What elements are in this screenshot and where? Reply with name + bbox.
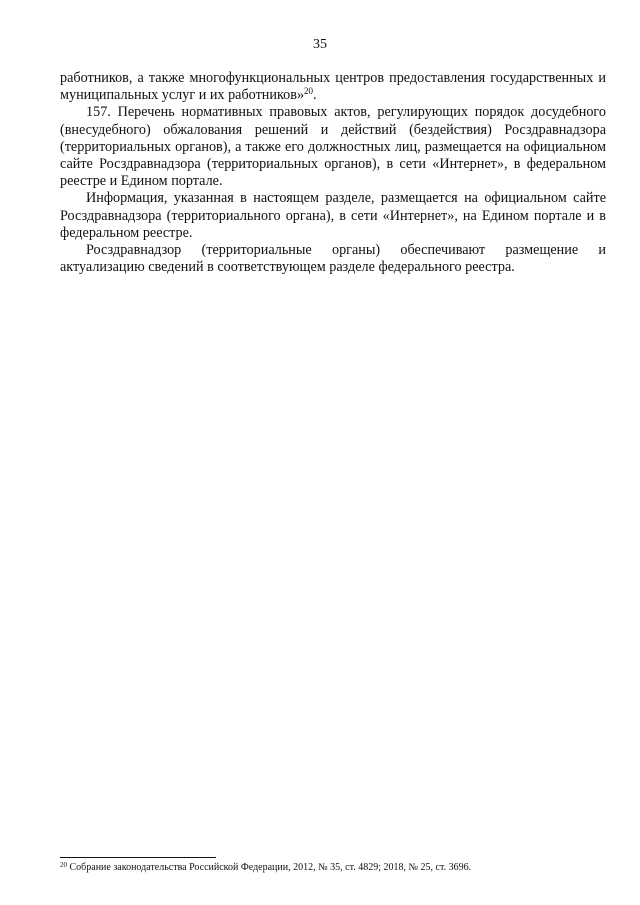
paragraph-continuation — [60, 70, 606, 104]
page-number: 35 — [313, 37, 327, 52]
footnote — [60, 862, 606, 874]
paragraph-text: работников, а также многофункциональных центров предоставления государственных и муниципальных услуг и их работников» — [60, 70, 606, 104]
paragraph-information: Информация, указанная в настоящем разделе, размещается на официальном сайте Росздравнадзора (территориального органа), в сети «Интернет», на Едином портале и в федеральном реестре. — [60, 190, 606, 241]
body-text — [60, 70, 606, 276]
footnote-reference[interactable]: 20 — [304, 86, 314, 97]
footnote-number: 20 — [60, 861, 67, 869]
paragraph-end-punctuation: . — [313, 87, 317, 104]
paragraph-157: 157. Перечень нормативных правовых актов, регулирующих порядок досудебного (внесудебного) обжалования решений и действий (бездействия) Росздравнадзора (территориальных органов), а также его должностных лиц, размещается на официальном сайте Росздравнадзора (территориальных органов), в сети «Интернет», в федеральном реестре и Едином портале. — [60, 104, 606, 190]
footnote-divider — [60, 857, 216, 858]
footnote-text: Собрание законодательства Российской Федерации, 2012, № 35, ст. 4829; 2018, № 25, ст. 3696. — [67, 862, 472, 873]
paragraph-roszdravnadzor: Росздравнадзор (территориальные органы) обеспечивают размещение и актуализацию сведений в соответствующем разделе федерального реестра. — [60, 242, 606, 276]
